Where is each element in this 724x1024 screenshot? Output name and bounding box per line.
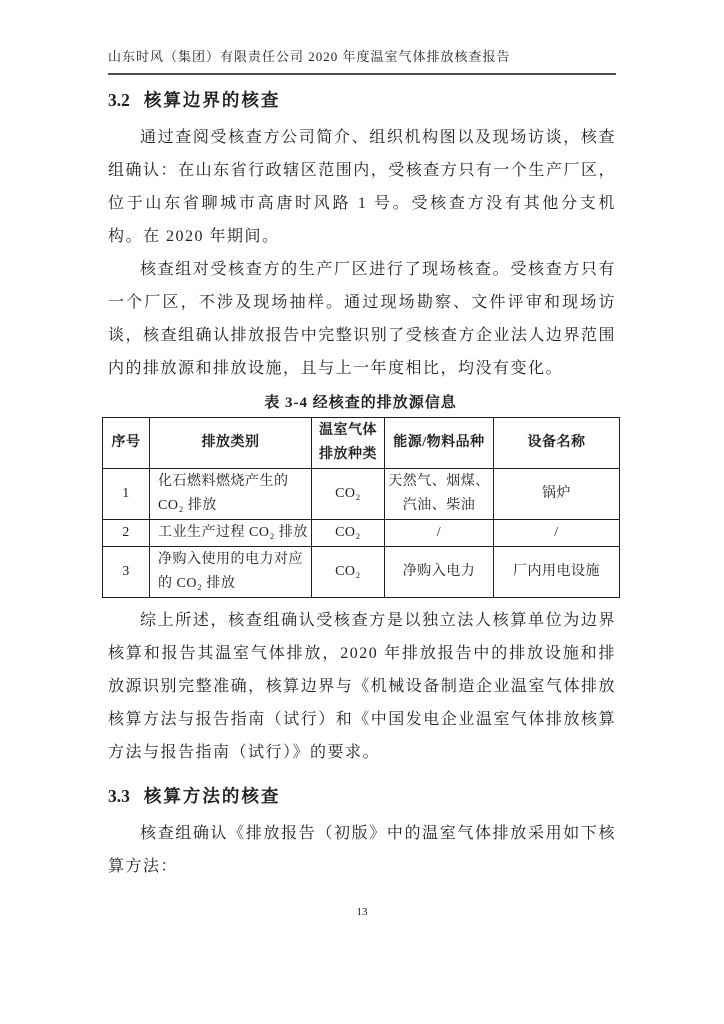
table-row	[103, 520, 620, 547]
section-32-heading	[108, 89, 616, 111]
cell-equipment: 锅炉	[494, 469, 620, 520]
cell-index: 3	[103, 547, 150, 598]
section-33-number: 3.3	[108, 786, 130, 806]
section-33-title: 核算方法的核查	[143, 786, 281, 806]
column-header-category: 排放类别	[150, 418, 312, 469]
cell-category: 化石燃料燃烧产生的 CO₂ 排放	[150, 469, 312, 520]
cell-equipment: 厂内用电设施	[494, 547, 620, 598]
cell-index: 1	[103, 469, 150, 520]
emission-sources-table	[102, 417, 620, 598]
cell-energy-material: 天然气、烟煤、汽油、柴油	[385, 469, 494, 520]
page-header	[108, 46, 616, 75]
cell-category: 净购入使用的电力对应的 CO₂ 排放	[150, 547, 312, 598]
table-header-row	[103, 418, 620, 469]
cell-equipment: /	[494, 520, 620, 547]
paragraph-summary: 综上所述，核查组确认受核查方是以独立法人核算单位为边界核算和报告其温室气体排放，2020 年排放报告中的排放设施和排放源识别完整准确，核算边界与《机械设备制造企业温室气体排放核算方法与报告指南（试行）和《中国发电企业温室气体排放核算方法与报告指南（试行）》的要求。	[108, 612, 616, 761]
section-32-number: 3.2	[108, 90, 130, 110]
column-header-equipment: 设备名称	[494, 418, 620, 469]
column-header-energy-material: 能源/物料品种	[385, 418, 494, 469]
cell-energy-material: /	[385, 520, 494, 547]
cell-energy-material: 净购入电力	[385, 547, 494, 598]
page-content	[108, 0, 616, 883]
page-footer	[0, 906, 724, 918]
cell-ghg-type: CO₂	[312, 469, 385, 520]
table-row	[103, 469, 620, 520]
page-number: 13	[356, 906, 368, 918]
section-32-title: 核算边界的核查	[143, 90, 281, 110]
cell-ghg-type: CO₂	[312, 520, 385, 547]
section-33-heading	[108, 785, 616, 807]
paragraph-boundary-2: 核查组对受核查方的生产厂区进行了现场核查。受核查方只有一个厂区，不涉及现场抽样。通过现场勘察、文件评审和现场访谈，核查组确认排放报告中完整识别了受核查方企业法人边界范围内的排放源和排放设施，且与上一年度相比，均没有变化。	[108, 261, 616, 377]
cell-ghg-type: CO₂	[312, 547, 385, 598]
paragraph-boundary-1: 通过查阅受核查方公司简介、组织机构图以及现场访谈，核查组确认：在山东省行政辖区范围内，受核查方只有一个生产厂区，位于山东省聊城市高唐时风路 1 号。受核查方没有其他分支机构。在 2020 年期间。	[108, 129, 616, 245]
column-header-ghg-type: 温室气体排放种类	[312, 418, 385, 469]
table-row	[103, 547, 620, 598]
cell-index: 2	[103, 520, 150, 547]
header-title: 山东时风（集团）有限责任公司 2020 年度温室气体排放核查报告	[108, 49, 511, 64]
paragraph-method: 核查组确认《排放报告（初版》中的温室气体排放采用如下核算方法：	[108, 825, 616, 875]
column-header-index: 序号	[103, 418, 150, 469]
cell-category: 工业生产过程 CO₂ 排放	[150, 520, 312, 547]
table-caption: 表 3-4 经核查的排放源信息	[264, 395, 457, 411]
